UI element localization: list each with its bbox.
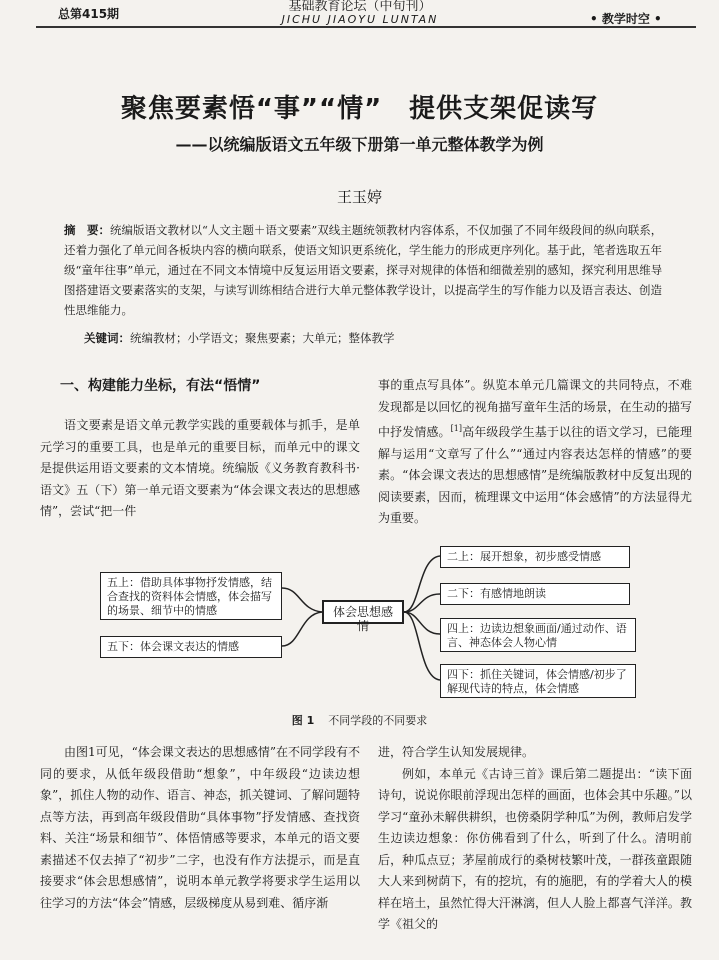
journal-name-en: JICHU JIAOYU LUNTAN: [281, 13, 439, 26]
section-heading: 一、构建能力坐标，有法“悟情”: [60, 378, 261, 394]
abstract-text: 统编版语文教材以“人文主题＋语文要素”双线主题统领教材内容体系，不仅加强了不同年级段间的纵向联系，还着力强化了单元间各板块内容的横向联系，使语文知识更系统化，学生能力的形成更序列化。基于此，笔者选取五年级“童年往事”单元，通过在不同文本情境中反复运用语文要素，探寻对规律的体悟和细微差别的感知，探究利用思维导图搭建语文要素落实的支架，与读写训练相结合进行大单元整体教学设计，以提高学生的写作能力以及语言表达、创造性思维能力。: [64, 223, 663, 317]
journal-name-cn: 基础教育论坛（中旬刊）: [288, 0, 432, 14]
paragraph: 由图1可见，“体会课文表达的思想感情”在不同学段有不同的要求，从低年级段借助“想象”，中年级段“边读边想象”，抓住人物的动作、语言、神态，抓关键词、了解问题特点等方法，再到高年级段借助“具体事物”抒发情感、查找资料、关注“场景和细节”、体悟情感等要求，本单元的语文要素描述不仅去掉了“初步”二字，也没有作方法提示，而是直接要求“体会思想感情”，说明本单元教学将要求学生运用以往学习的方法“体会”情感，层级梯度从易到难、循序渐: [40, 745, 360, 910]
keywords-label: 关键词：: [84, 331, 130, 345]
keywords-text: 统编教材；小学语文；聚焦要素；大单元；整体教学: [130, 331, 395, 345]
article-title: 聚焦要素悟“事”“情” 提供支架促读写: [120, 94, 599, 124]
paragraph: 进，符合学生认知发展规律。: [378, 745, 535, 759]
figure-box-right-4: 四下：抓住关键词，体会情感/初步了解现代诗的特点，体会情感: [440, 664, 636, 698]
caption-number: 图 1: [291, 714, 315, 727]
figure-box-right-2: 二下：有感情地朗读: [440, 583, 630, 605]
paragraph-text: 高年级段学生基于以往的语文学习，已能理解与运用“文章写了什么”“通过内容表达怎样的情感”的要素。“体会课文表达的思想感情”是统编版教材中反复出现的阅读要素，因而，梳理课文中运用“体会感情”的方法显得尤为重要。: [378, 425, 692, 525]
article-subtitle: ——以统编版语文五年级下册第一单元整体教学为例: [175, 135, 544, 154]
figure-box-right-1: 二上：展开想象，初步感受情感: [440, 546, 630, 568]
right-column-bottom: [378, 742, 692, 936]
paragraph: 例如，本单元《古诗三首》课后第二题提出：“读下面诗句，说说你眼前浮现出怎样的画面，也体会其中乐趣。”以学习“童孙未解供耕织，也傍桑阴学种瓜”为例，教师启发学生边读边想象：你仿佛看到了什么，听到了什么。清明前后，种瓜点豆；茅屋前成行的桑树枝繁叶茂，一群孩童跟随大人来到树荫下，有的挖坑，有的施肥，有的学着大人的模样在培土，虽然忙得大汗淋漓，但人人脸上都喜气洋洋。教学《祖父的: [378, 766, 692, 931]
figure-box-left-2: 五下：体会课文表达的情感: [100, 636, 282, 658]
left-column-bottom: [40, 742, 360, 914]
abstract-label: 摘 要：: [64, 223, 110, 237]
figure-caption: [0, 712, 719, 728]
author-name: 王玉婷: [336, 188, 382, 206]
figure-center-box: 体会思想感情: [322, 600, 404, 624]
citation: [1]: [450, 424, 462, 433]
figure-box-left-1: 五上：借助具体事物抒发情感，结合查找的资料体会情感，体会描写的场景、细节中的情感: [100, 572, 282, 620]
paragraph: 语文要素是语文单元教学实践的重要载体与抓手，是单元学习的重要工具，也是单元的重要目标，而单元中的课文是提供运用语文要素的文本情境。统编版《义务教育教科书·语文》五（下）第一单元语文要素为“体会课文表达的思想感情”，尝试“把一件: [40, 418, 360, 518]
paragraph-text: 事的重点写具体”。纵览本单元几篇课文的共同特点，不难发现都是以回忆的视角描写童年生活的场景，在生动的描写中抒发情感。: [378, 378, 692, 439]
figure-box-right-3: 四上：边读边想象画面/通过动作、语言、神态体会人物心情: [440, 618, 636, 652]
caption-text: 不同学段的不同要求: [328, 714, 428, 727]
column-name: • 教学时空 •: [590, 12, 662, 26]
issue-number: 总第415期: [58, 7, 120, 21]
